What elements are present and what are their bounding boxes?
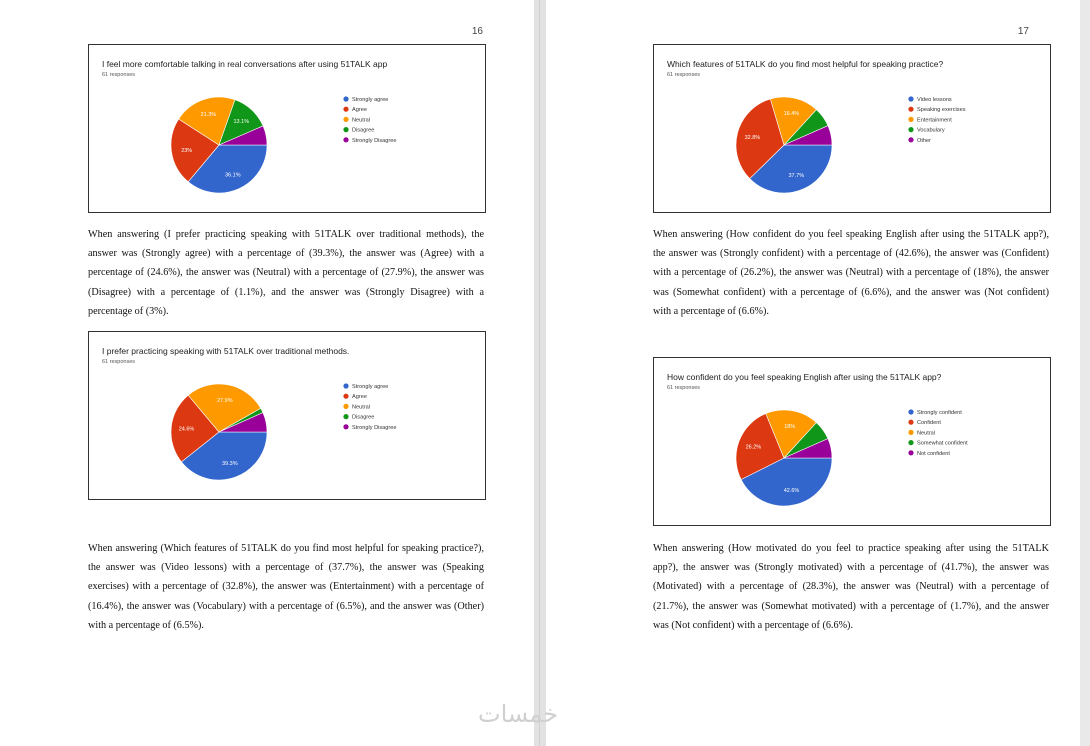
pie-label-agree: 24.6% — [178, 426, 195, 433]
page-number: 17 — [1017, 26, 1029, 37]
legend-marker-neutral — [343, 404, 348, 409]
legend-marker-strongly-disagree — [343, 424, 348, 429]
legend-label-speaking-exercises: Speaking exercises — [917, 107, 966, 114]
legend-label-strongly-disagree: Strongly Disagree — [352, 424, 397, 431]
chart-title: I prefer practicing speaking with 51TALK over traditional methods. — [102, 346, 350, 356]
legend-marker-not-confident — [908, 450, 913, 455]
pie-label-strongly-agree: 39.3% — [221, 460, 238, 467]
legend-marker-confident — [908, 420, 913, 425]
document-page-17 — [546, 0, 1080, 746]
pie-chart-svg — [654, 45, 1050, 212]
chart-title: How confident do you feel speaking English after using the 51TALK app? — [667, 372, 942, 382]
legend-label-confident: Confident — [917, 420, 941, 427]
legend-label-not-confident: Not confident — [917, 450, 950, 457]
pie-label-disagree: 13.1% — [233, 119, 250, 126]
legend-label-disagree: Disagree — [352, 414, 375, 421]
chart-response-count: 61 responses — [667, 72, 701, 78]
pie-label-speaking-exercises: 32.8% — [744, 134, 761, 141]
paragraph-analysis: When answering (How confident do you feel speaking English after using the 51TALK app?), the answer was (Strongly confident) with a percentage of (42.6%), the answer was (Confident) with a percentage of (26.2%), the answer was (Neutral) with a percentage of (18%), the answer was (Somewhat confident) with a percentage of (6.6%), and the answer was (Not confident) with a percentage of (6.6%). — [653, 229, 1049, 317]
page-gutter — [534, 0, 546, 746]
pie-label-strongly-confident: 42.6% — [783, 487, 800, 494]
page-divider — [539, 0, 540, 746]
legend-marker-strongly-agree — [343, 383, 348, 388]
pie-chart-speaking-confidence — [653, 357, 1051, 526]
legend-label-strongly-disagree: Strongly Disagree — [352, 137, 397, 144]
legend-marker-vocabulary — [908, 127, 913, 132]
legend-marker-disagree — [343, 414, 348, 419]
legend-marker-entertainment — [908, 117, 913, 122]
legend-marker-strongly-disagree — [343, 137, 348, 142]
legend-label-agree: Agree — [352, 107, 367, 114]
pie-chart-svg — [89, 45, 485, 212]
legend-marker-other — [908, 137, 913, 142]
legend-marker-agree — [343, 107, 348, 112]
pie-label-strongly-agree: 36.1% — [224, 172, 241, 179]
chart-title: I feel more comfortable talking in real conversations after using 51TALK app — [102, 59, 388, 69]
legend-label-strongly-agree: Strongly agree — [352, 97, 389, 103]
legend-label-agree: Agree — [352, 394, 367, 401]
legend-label-disagree: Disagree — [352, 127, 375, 134]
legend-marker-video-lessons — [908, 96, 913, 101]
legend-marker-strongly-confident — [908, 409, 913, 414]
paragraph-analysis: When answering (Which features of 51TALK do you find most helpful for speaking practice?), the answer was (Video lessons) with a percentage of (37.7%), the answer was (Speaking exercises) with a percentage of (32.8%), the answer was (Entertainment) with a percentage of (16.4%), the answer was (Vocabulary) with a percentage of (6.5%), and the answer was (Other) with a percentage of (6.5%). — [88, 543, 484, 631]
legend-label-strongly-agree: Strongly agree — [352, 384, 389, 390]
document-page-16 — [0, 0, 534, 746]
legend-marker-speaking-exercises — [908, 107, 913, 112]
watermark-logo: خمسات — [478, 700, 559, 728]
pie-label-confident: 26.2% — [745, 444, 762, 451]
legend-label-neutral: Neutral — [917, 430, 936, 437]
page-number: 16 — [471, 26, 483, 37]
pie-chart-helpful-features — [653, 44, 1051, 213]
pie-chart-svg — [654, 358, 1050, 525]
legend-label-video-lessons: Video lessons — [917, 97, 952, 103]
paragraph-analysis: When answering (How motivated do you feel to practice speaking after using the 51TALK app?), the answer was (Strongly motivated) with a percentage of (41.7%), the answer was (Motivated) with a percentage of (28.3%), the answer was (Neutral) with a percentage of (21.7%), the answer was (Somewhat motivated) with a percentage of (1.7%), and the answer was (Not confident) with a percentage of (6.6%). — [653, 543, 1049, 631]
legend-marker-strongly-agree — [343, 96, 348, 101]
chart-response-count: 61 responses — [667, 385, 701, 391]
pie-label-entertainment: 16.4% — [783, 111, 800, 118]
legend-label-somewhat-confident: Somewhat confident — [917, 440, 968, 447]
legend-marker-neutral — [343, 117, 348, 122]
legend-label-neutral: Neutral — [352, 404, 371, 411]
legend-label-neutral: Neutral — [352, 117, 371, 124]
legend-marker-agree — [343, 394, 348, 399]
legend-label-strongly-confident: Strongly confident — [917, 410, 962, 416]
pie-label-video-lessons: 37.7% — [788, 173, 805, 180]
pie-label-neutral: 21.3% — [200, 112, 217, 119]
pie-label-neutral: 18% — [784, 423, 796, 430]
pie-label-agree: 23% — [181, 147, 193, 154]
legend-label-vocabulary: Vocabulary — [917, 127, 945, 134]
pie-chart-svg — [89, 332, 485, 499]
pie-chart-comfortable-talking — [88, 44, 486, 213]
pie-label-neutral: 27.9% — [216, 397, 233, 404]
chart-title: Which features of 51TALK do you find most helpful for speaking practice? — [667, 59, 944, 69]
chart-response-count: 61 responses — [102, 359, 136, 365]
legend-label-entertainment: Entertainment — [917, 117, 952, 124]
legend-marker-somewhat-confident — [908, 440, 913, 445]
pie-chart-prefer-practicing — [88, 331, 486, 500]
legend-label-other: Other — [917, 137, 931, 144]
paragraph-analysis: When answering (I prefer practicing speaking with 51TALK over traditional methods), the answer was (Strongly agree) with a percentage of (39.3%), the answer was (Agree) with a percentage of (24.6%), the answer was (Neutral) with a percentage of (27.9%), the answer was (Disagree) with a percentage of (1.1%), and the answer was (Strongly Disagree) with a percentage of (3%). — [88, 229, 484, 317]
legend-marker-neutral — [908, 430, 913, 435]
legend-marker-disagree — [343, 127, 348, 132]
chart-response-count: 61 responses — [102, 72, 136, 78]
